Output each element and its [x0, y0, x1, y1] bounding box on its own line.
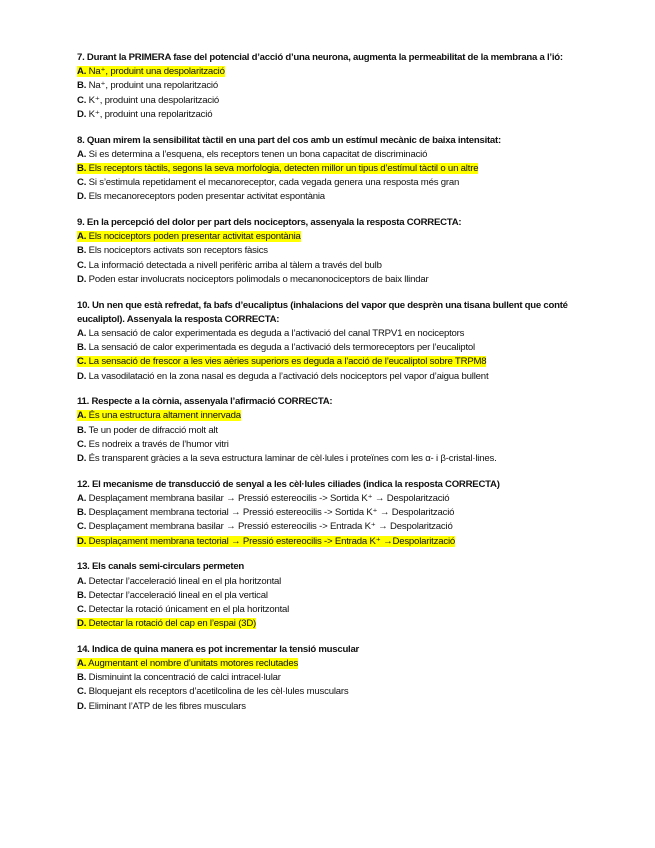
answer-option-highlighted — [77, 409, 577, 423]
answer-option — [77, 700, 577, 714]
answer-option-highlighted — [77, 230, 577, 244]
option-letter: C. — [77, 94, 87, 106]
option-letter: B. — [77, 245, 87, 257]
answer-option — [77, 273, 577, 287]
question-block — [77, 643, 577, 714]
answer-option — [77, 575, 577, 589]
answer-option — [77, 244, 577, 258]
option-line — [77, 590, 268, 601]
option-line — [77, 191, 325, 202]
answer-option — [77, 520, 577, 534]
option-line — [77, 658, 298, 669]
option-letter: A. — [77, 575, 87, 587]
answer-option — [77, 176, 577, 190]
answer-option — [77, 148, 577, 162]
answer-option — [77, 341, 577, 355]
option-text: És transparent gràcies a la seva estructura laminar de cèl·lules i proteïnes com les α- i β-cristal·lines. — [88, 453, 497, 465]
option-text: Eliminant l’ATP de les fibres musculars — [88, 700, 246, 712]
quiz-document — [77, 51, 577, 725]
option-line — [77, 604, 289, 615]
option-letter: C. — [77, 686, 87, 698]
question-title: 7. Durant la PRIMERA fase del potencial d’acció d’una neurona, augmenta la permeabilitat de la membrana a l’ió: — [77, 52, 563, 63]
answer-option-highlighted — [77, 617, 577, 631]
option-text: K⁺, produint una repolarització — [88, 108, 213, 120]
option-letter: D. — [77, 108, 87, 120]
option-line — [77, 80, 218, 91]
question-title: 11. Respecte a la còrnia, assenyala l’afirmació CORRECTA: — [77, 396, 333, 408]
answer-option — [77, 370, 577, 384]
question-block — [77, 216, 577, 287]
option-line — [77, 95, 219, 106]
option-line — [77, 521, 453, 532]
answer-option-highlighted — [77, 355, 577, 369]
answer-option-highlighted — [77, 65, 577, 79]
option-letter: D. — [77, 273, 87, 285]
question-title: 10. Un nen que està refredat, fa bafs d’eucaliptus (inhalacions del vapor que desprèn una tisana bullent que conté eucaliptol). Assenyala la resposta CORRECTA: — [77, 299, 568, 325]
option-letter: D. — [77, 370, 87, 382]
option-line — [77, 507, 454, 518]
question-block — [77, 51, 577, 122]
option-letter: B. — [77, 424, 87, 436]
option-letter: A. — [77, 231, 87, 243]
option-text: Na⁺, produint una despolarització — [88, 66, 225, 78]
option-letter: A. — [77, 66, 87, 78]
option-text: Desplaçament membrana basilar → Pressió estereocilis -> Sortida K⁺ → Despolarització — [88, 492, 450, 504]
option-letter: B. — [77, 80, 87, 92]
option-line — [77, 356, 486, 367]
option-text: La sensació de calor experimentada es deguda a l’activació dels termoreceptors per l’eucaliptol — [88, 342, 475, 354]
answer-option-highlighted — [77, 535, 577, 549]
option-text: K⁺, produint una despolarització — [88, 94, 220, 106]
answer-option — [77, 327, 577, 341]
option-line — [77, 425, 218, 436]
answer-option — [77, 108, 577, 122]
option-text: Te un poder de difracció molt alt — [88, 424, 218, 436]
option-text: Desplaçament membrana tectorial → Pressió estereocilis -> Entrada K⁺ →Despolarització — [88, 535, 456, 547]
answer-option — [77, 259, 577, 273]
option-line — [77, 618, 256, 629]
option-line — [77, 576, 281, 587]
option-text: Disminuint la concentració de calci intracel·lular — [88, 672, 281, 684]
option-letter: D. — [77, 618, 87, 630]
answer-option-highlighted — [77, 657, 577, 671]
option-text: Els nociceptors poden presentar activitat espontània — [88, 231, 301, 243]
option-line — [77, 439, 229, 450]
option-text: Desplaçament membrana basilar → Pressió estereocilis -> Entrada K⁺ → Despolarització — [88, 521, 453, 533]
option-letter: B. — [77, 162, 87, 174]
option-line — [77, 177, 459, 188]
option-line — [77, 163, 478, 174]
option-text: La vasodilatació en la zona nasal es deguda a l’activació dels nociceptors pel vapor d’aigua bullent — [88, 370, 489, 382]
option-letter: D. — [77, 453, 87, 465]
answer-option — [77, 671, 577, 685]
question-block — [77, 560, 577, 631]
answer-option — [77, 438, 577, 452]
answer-option — [77, 506, 577, 520]
question-block — [77, 478, 577, 549]
option-letter: B. — [77, 589, 87, 601]
option-letter: B. — [77, 672, 87, 684]
option-line — [77, 231, 301, 242]
option-line — [77, 686, 349, 697]
option-letter: A. — [77, 492, 87, 504]
option-letter: C. — [77, 356, 87, 368]
option-letter: C. — [77, 521, 87, 533]
answer-option — [77, 190, 577, 204]
option-line — [77, 274, 429, 285]
option-line — [77, 66, 225, 77]
question-block — [77, 134, 577, 205]
question-title: 8. Quan mirem la sensibilitat tàctil en una part del cos amb un estímul mecànic de baixa intensitat: — [77, 134, 501, 146]
answer-option-highlighted — [77, 162, 577, 176]
option-text: Els receptors tàctils, segons la seva morfologia, detecten millor un tipus d’estímul tàctil o un altre — [88, 162, 479, 174]
option-text: Augmentant el nombre d’unitats motores reclutades — [88, 658, 299, 670]
option-text: Els mecanoreceptors poden presentar activitat espontània — [88, 191, 325, 203]
option-text: Detectar l’acceleració lineal en el pla horitzontal — [88, 575, 282, 587]
answer-option — [77, 589, 577, 603]
option-line — [77, 536, 455, 547]
option-letter: B. — [77, 342, 87, 354]
option-line — [77, 260, 382, 271]
answer-option — [77, 685, 577, 699]
option-letter: A. — [77, 327, 87, 339]
option-text: La sensació de frescor a les vies aèries superiors es deguda a l’acció de l’eucaliptol sobre TRPM8 — [88, 356, 487, 368]
option-line — [77, 453, 497, 464]
option-line — [77, 109, 212, 120]
option-line — [77, 149, 427, 160]
option-text: La sensació de calor experimentada es deguda a l’activació del canal TRPV1 en nociceptors — [88, 327, 465, 339]
option-text: Na⁺, produint una repolarització — [88, 80, 218, 92]
option-text: Desplaçament membrana tectorial → Pressió estereocilis -> Sortida K⁺ → Despolarització — [88, 507, 455, 519]
option-line — [77, 342, 475, 353]
option-text: És una estructura altament innervada — [88, 410, 241, 422]
question-title: 13. Els canals semi-circulars permeten — [77, 561, 245, 573]
option-line — [77, 245, 268, 256]
option-letter: A. — [77, 658, 87, 670]
option-letter: D. — [77, 700, 87, 712]
option-text: Bloquejant els receptors d’acetilcolina de les cèl·lules musculars — [88, 686, 349, 698]
question-block — [77, 395, 577, 466]
option-text: Si es determina a l’esquena, els receptors tenen un bona capacitat de discriminació — [88, 148, 428, 160]
option-text: Es nodreix a través de l’humor vitri — [88, 438, 229, 450]
option-text: La informació detectada a nivell perifèric arriba al tàlem a través del bulb — [88, 259, 382, 271]
question-list — [77, 51, 577, 714]
answer-option — [77, 603, 577, 617]
option-line — [77, 328, 464, 339]
question-title: 12. El mecanisme de transducció de senyal a les cèl·lules ciliades (indica la resposta CORRECTA) — [77, 478, 500, 490]
answer-option — [77, 94, 577, 108]
option-text: Si s’estimula repetidament el mecanoreceptor, cada vegada genera una resposta més gran — [88, 177, 460, 189]
option-letter: C. — [77, 259, 87, 271]
answer-option — [77, 452, 577, 466]
question-title: 14. Indica de quina manera es pot incrementar la tensió muscular — [77, 643, 360, 655]
answer-option — [77, 492, 577, 506]
option-line — [77, 371, 488, 382]
answer-option — [77, 424, 577, 438]
option-letter: C. — [77, 438, 87, 450]
option-line — [77, 410, 241, 421]
option-letter: B. — [77, 507, 87, 519]
option-letter: D. — [77, 191, 87, 203]
option-letter: A. — [77, 410, 87, 422]
option-text: Detectar la rotació únicament en el pla horitzontal — [88, 603, 290, 615]
option-letter: A. — [77, 148, 87, 160]
answer-option — [77, 79, 577, 93]
question-block — [77, 299, 577, 384]
option-text: Detectar la rotació del cap en l’espai (3D) — [88, 618, 257, 630]
option-letter: C. — [77, 177, 87, 189]
option-letter: C. — [77, 603, 87, 615]
question-title: 9. En la percepció del dolor per part dels nociceptors, assenyala la resposta CORRECTA: — [77, 217, 462, 229]
option-text: Poden estar involucrats nociceptors polimodals o mecanonociceptors de baix llindar — [88, 273, 429, 285]
option-line — [77, 701, 246, 712]
option-line — [77, 672, 281, 683]
option-letter: D. — [77, 535, 87, 547]
option-text: Detectar l’acceleració lineal en el pla vertical — [88, 589, 268, 601]
option-text: Els nociceptors activats son receptors fàsics — [88, 245, 268, 257]
option-line — [77, 493, 449, 504]
